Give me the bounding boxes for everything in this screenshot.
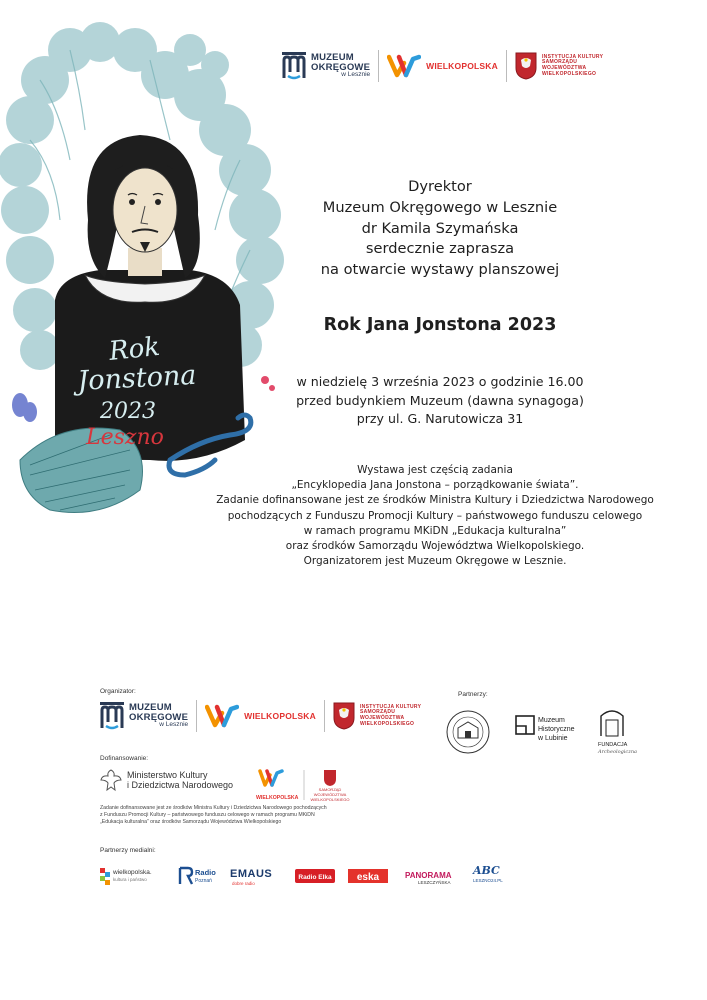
wielkopolska-logo: [387, 53, 498, 79]
partner-logos: [446, 702, 646, 758]
cofinancing-logos: [256, 768, 366, 804]
funding-small-line1: Zadanie dofinansowane jest ze środków Ministra Kultury i Dziedzictwa Narodowego pochodzących: [100, 805, 327, 811]
footer-institution-line3: WOJEWÓDZTWA: [359, 715, 405, 721]
funding-small-print: [100, 805, 360, 827]
event-details: [280, 373, 600, 429]
coat-of-arms-icon: [515, 52, 537, 80]
partner-lubin-line1: Muzeum: [538, 717, 565, 724]
invitation-line4: serdecznie zaprasza: [365, 240, 515, 258]
wielkopolska-label: WIELKOPOLSKA: [426, 61, 498, 71]
footer-institution-line2: SAMORZĄDU: [359, 709, 396, 716]
media-partners-label: Partnerzy medialni:: [100, 847, 156, 854]
institution-line2: SAMORZĄDU: [541, 59, 578, 66]
logo-divider: [378, 50, 379, 82]
media-wlkp-line2: kultura i państwo: [113, 877, 147, 882]
invitation-line3: dr Kamila Szymańska: [361, 219, 519, 237]
partner-seal-icon: [447, 711, 489, 753]
partner-fundacja-line1: FUNDACJA: [598, 742, 628, 748]
jonston-portrait-illustration: [0, 20, 290, 530]
partner-fundacja-logo: [597, 711, 637, 755]
info-line2: „Encyklopedia Jana Jonstona – porządkowanie świata”.: [291, 479, 579, 492]
footer-museum-line2: OKRĘGOWE: [129, 711, 189, 723]
eska-logo: [348, 869, 388, 883]
cofinanced-label: Dofinansowanie:: [100, 755, 149, 762]
media-emaus-line1: EMAUS: [230, 868, 273, 880]
illustration-title-line4: Leszno: [86, 425, 164, 450]
info-line1: Wystawa jest częścią zadania: [357, 464, 513, 476]
footer-museum-line1: MUZEUM: [129, 702, 172, 713]
partners-label: Partnerzy:: [458, 691, 488, 698]
partner-lubin-line2: Historyczne: [538, 726, 575, 733]
media-abc-line1: ABC: [473, 864, 500, 877]
radio-elka-logo: [295, 869, 335, 883]
media-panorama-line1: PANORAMA: [405, 871, 452, 880]
header-logos: [282, 44, 622, 88]
ministry-line1: Ministerstwo Kultury: [127, 769, 208, 780]
institution-logo: [515, 52, 603, 80]
wielkopolska-small-logo: [256, 771, 299, 801]
museum-logo: [282, 52, 370, 80]
event-date: w niedzielę 3 września 2023 o godzinie 16.00: [296, 374, 584, 389]
exhibition-title: Rok Jana Jonstona 2023: [323, 315, 557, 335]
info-line3: Zadanie dofinansowane jest ze środków Ministra Kultury i Dziedzictwa Narodowego: [216, 494, 654, 507]
partner-lubin-line3: w Lubinie: [538, 735, 568, 742]
media-radio-elka: Radio Elka: [298, 874, 332, 881]
media-eska: eska: [356, 872, 380, 883]
ministry-logo: [100, 768, 233, 792]
emaus-logo: [230, 868, 272, 886]
polish-eagle-icon: [100, 768, 122, 792]
invitation-line2: Muzeum Okręgowego w Lesznie: [322, 198, 558, 216]
info-line4: pochodzących z Funduszu Promocji Kultury – państwowego funduszu celowego: [227, 509, 643, 522]
samorzad-line2: WOJEWÓDZTWA: [313, 792, 347, 797]
invitation-line1: Dyrektor: [408, 178, 472, 195]
media-emaus-line2: dobre radio: [232, 881, 255, 886]
organizer-logos: [100, 700, 421, 732]
logo-divider: [196, 700, 197, 732]
partner-lubin-logo: [516, 716, 575, 742]
panorama-leszczynska-logo: [405, 871, 452, 885]
event-address: przy ul. G. Narutowicza 31: [356, 411, 524, 426]
samorzad-logo: [311, 770, 350, 802]
samorzad-line3: WIELKOPOLSKIEGO: [310, 797, 350, 802]
wielkopolska-small-label: WIELKOPOLSKA: [256, 795, 299, 801]
funding-small-line2: z Funduszu Promocji Kultury – państwowego funduszu celowego w ramach programu MKiDN: [100, 812, 315, 819]
wielkopolska-kultura-logo: [100, 868, 152, 885]
media-radio-poznan-line2: Poznań: [195, 878, 212, 884]
footer-institution-line1: INSTYTUCJA KULTURY: [359, 703, 422, 710]
organizer-label: Organizator:: [100, 688, 136, 695]
media-radio-poznan-line1: Radio: [195, 868, 216, 877]
ministry-line2: i Dziedzictwa Narodowego: [127, 780, 234, 790]
footer-museum-logo: [100, 702, 188, 730]
samorzad-line1: SAMORZĄD: [318, 787, 342, 792]
media-partner-logos: [100, 860, 520, 892]
illustration-title-line2: Jonstona: [76, 359, 198, 397]
institution-line1: INSTYTUCJA KULTURY: [541, 53, 604, 60]
institution-line4: WIELKOPOLSKIEGO: [541, 70, 597, 77]
coat-of-arms-icon: [333, 702, 355, 730]
media-abc-line2: LESZNO24.PL: [473, 878, 503, 883]
partner-fundacja-line2: Archeologiczna: [598, 749, 638, 755]
logo-divider: [506, 50, 507, 82]
footer-institution-line4: WIELKOPOLSKIEGO: [359, 720, 415, 727]
museum-name-line3: w Lesznie: [341, 71, 371, 79]
museum-name-line2: OKRĘGOWE: [311, 61, 371, 73]
wielkopolska-w-icon: [205, 703, 239, 729]
footer-wielkopolska-label: WIELKOPOLSKA: [244, 711, 316, 721]
illustration-title-line3: 2023: [100, 399, 156, 424]
wielkopolska-w-icon: [387, 53, 421, 79]
invitation-text: [280, 177, 600, 281]
funding-small-line3: „Edukacja kulturalna” oraz środków Samorządu Województwa Wielkopolskiego: [100, 819, 282, 826]
info-line5: w ramach programu MKiDN „Edukacja kulturalna”: [303, 524, 567, 537]
radio-poznan-logo: [180, 868, 216, 884]
info-line7: Organizatorem jest Muzeum Okręgowe w Lesznie.: [303, 555, 567, 568]
museum-m-icon: [100, 702, 124, 730]
event-place: przed budynkiem Muzeum (dawna synagoga): [296, 392, 584, 408]
funding-info: [210, 463, 660, 569]
institution-line3: WOJEWÓDZTWA: [541, 65, 587, 71]
media-wlkp-line1: wielkopolska.: [113, 869, 152, 876]
info-line6: oraz środków Samorządu Województwa Wielkopolskiego.: [285, 540, 585, 553]
logo-divider: [324, 700, 325, 732]
abc-leszno-logo: [472, 864, 503, 883]
museum-name-line1: MUZEUM: [311, 52, 354, 63]
footer-institution-logo: [333, 702, 421, 730]
invitation-line5: na otwarcie wystawy planszowej: [320, 261, 560, 279]
media-panorama-line2: LESZCZYŃSKA: [418, 880, 451, 885]
footer-museum-line3: w Lesznie: [159, 721, 189, 729]
illustration-title-line1: Rok: [107, 331, 162, 367]
footer-wielkopolska-logo: [205, 703, 316, 729]
